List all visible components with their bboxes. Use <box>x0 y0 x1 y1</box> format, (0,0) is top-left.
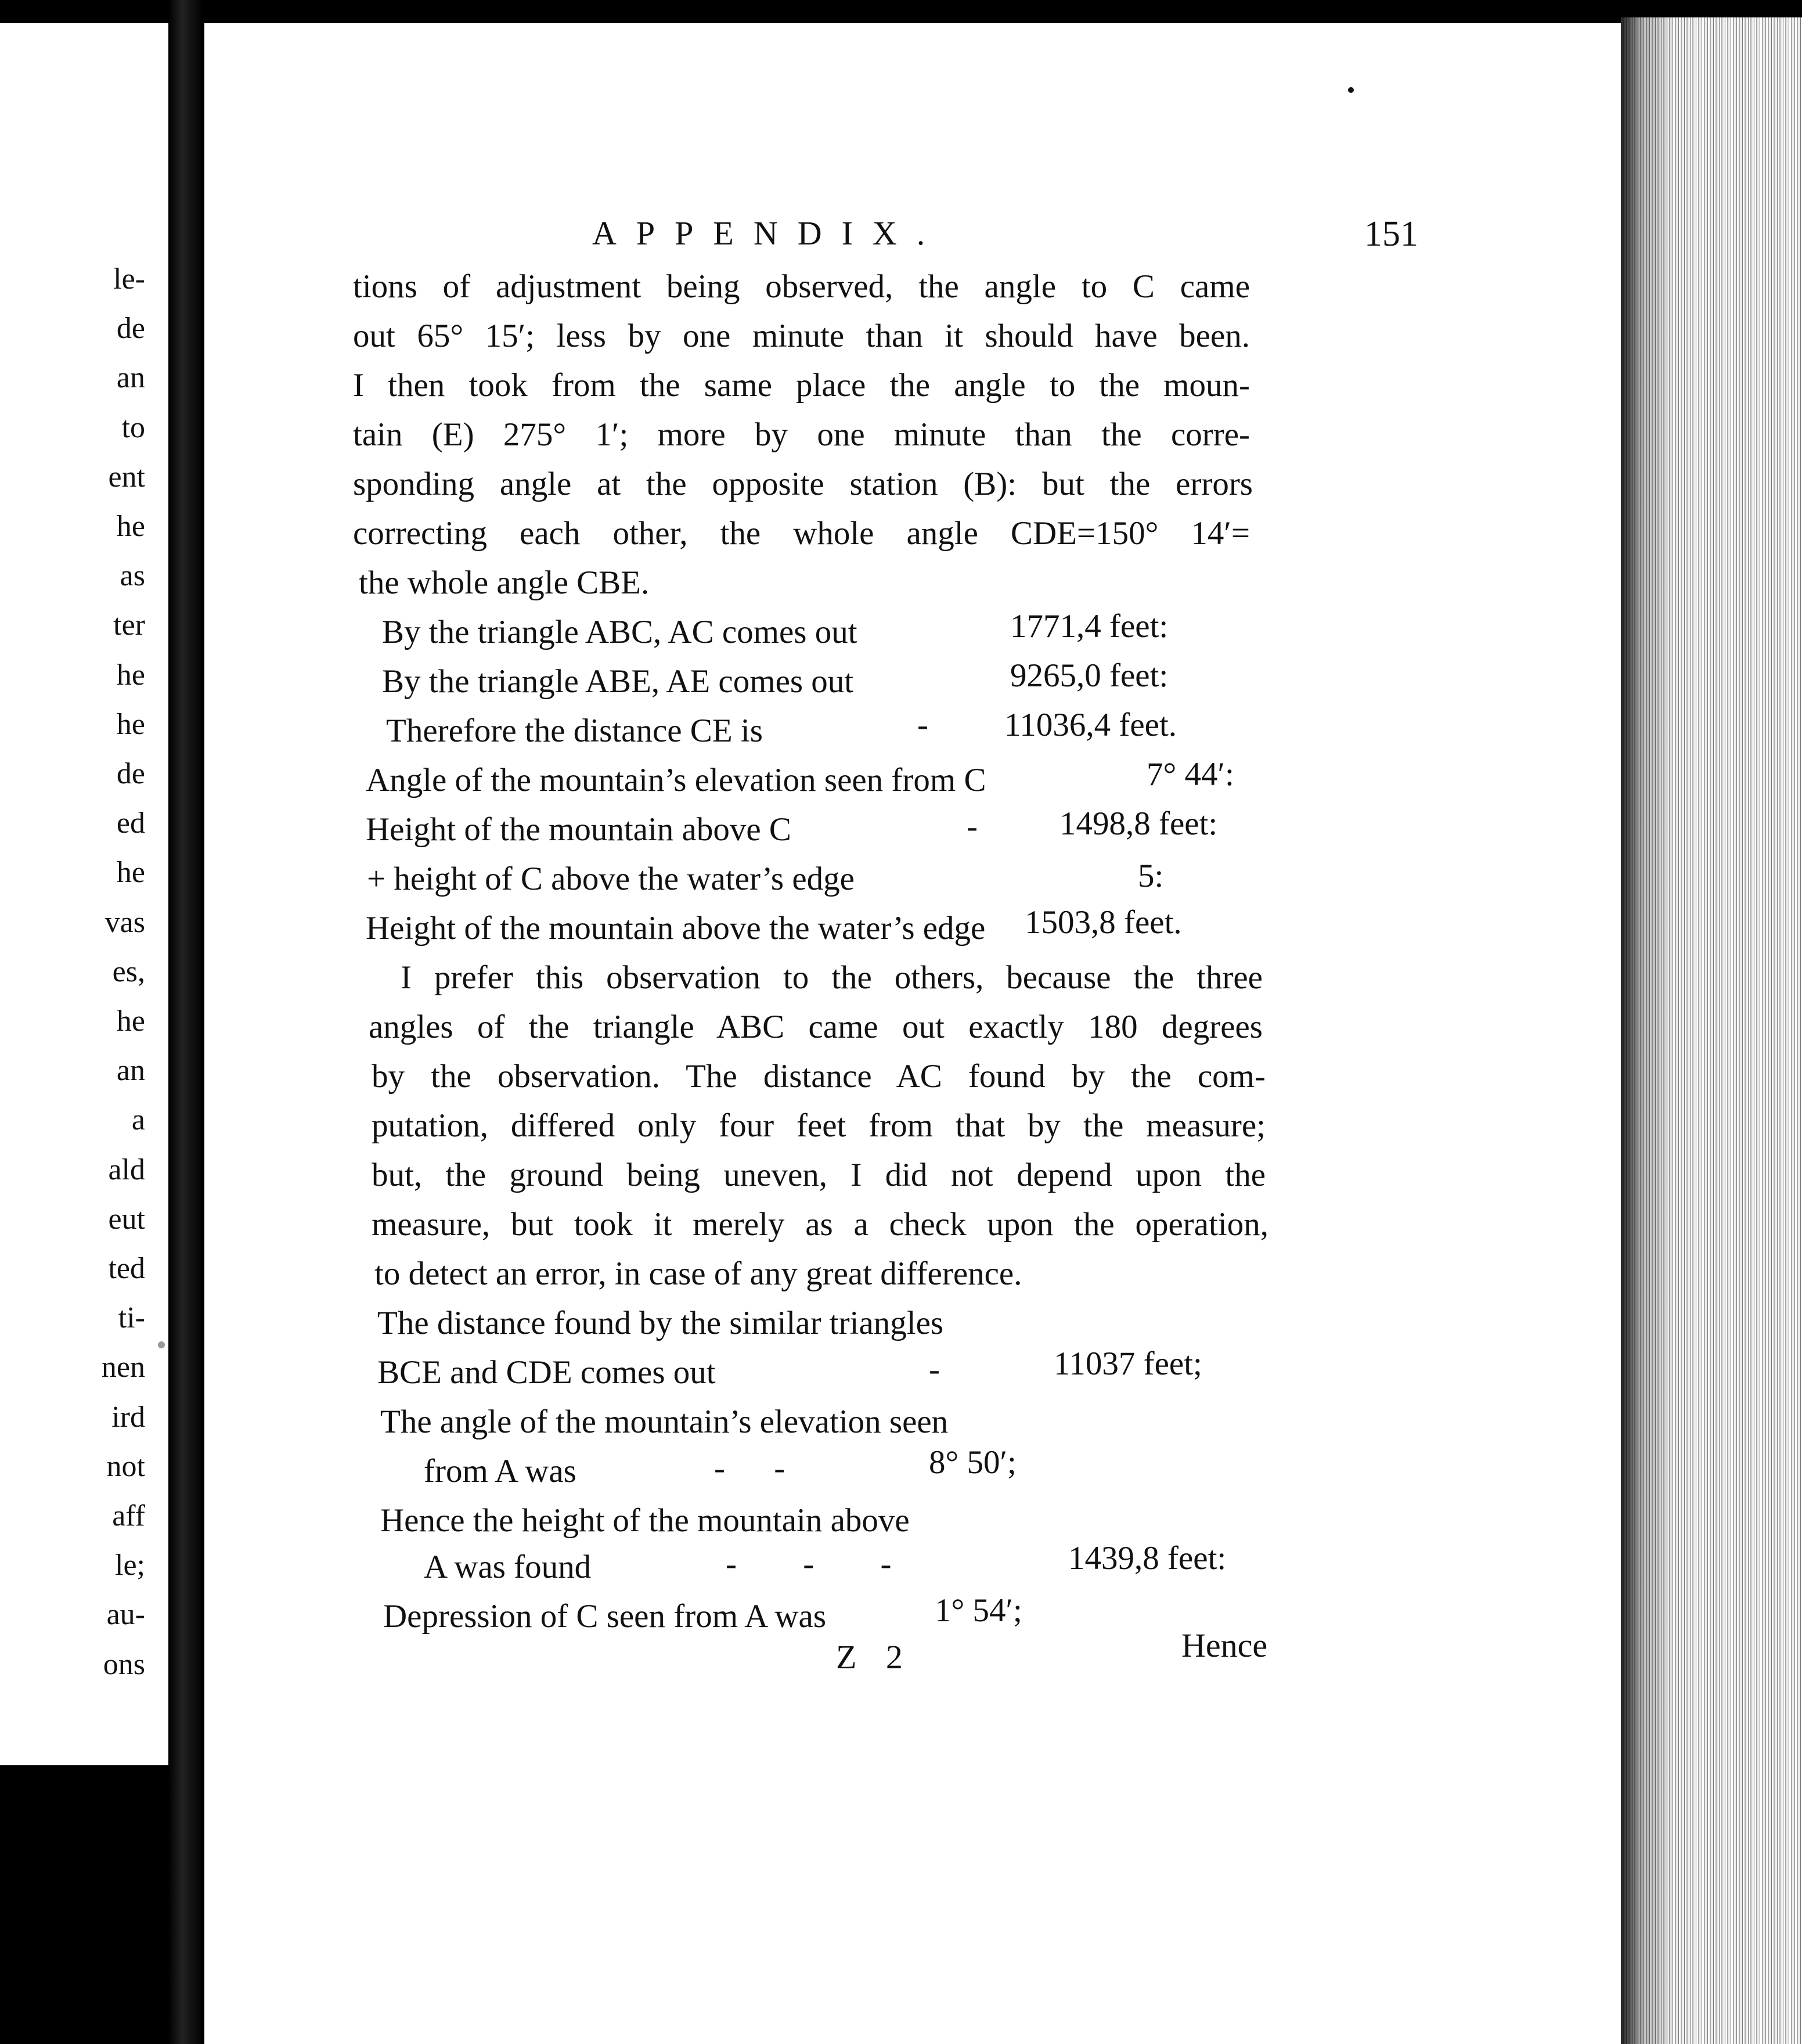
computation-value: 1503,8 feet. <box>1025 904 1182 941</box>
text-line: measure, but took it merely as a check upon the operation, <box>372 1206 1268 1243</box>
facing-page-line-fragment: aff <box>112 1499 145 1532</box>
text-line: angles of the triangle ABC came out exactly 180 degrees <box>369 1009 1263 1045</box>
facing-page-line-fragment: eut <box>108 1202 145 1236</box>
computation-label: By the triangle ABE, AE comes out <box>382 663 854 700</box>
page-number: 151 <box>1364 214 1418 254</box>
text-line: I prefer this observation to the others, because the three <box>401 959 1263 996</box>
facing-page-line-fragment: ti- <box>118 1301 145 1335</box>
text-line: the whole angle CBE. <box>359 564 650 601</box>
facing-page-line-fragment: ter <box>113 609 145 642</box>
computation-label: + height of C above the water’s edge <box>367 861 855 897</box>
facing-page-line-fragment: ird <box>111 1400 145 1434</box>
facing-page-line-fragment: nen <box>101 1351 145 1384</box>
facing-page-line-fragment: a <box>131 1103 145 1137</box>
text-line: sponding angle at the opposite station (B): but the errors <box>353 466 1253 502</box>
computation-dash: - <box>967 808 978 845</box>
facing-page-line-fragment: he <box>116 658 145 692</box>
facing-page-line-fragment: he <box>116 510 145 543</box>
computation-value: 9265,0 feet: <box>1010 657 1169 694</box>
computation-label: Height of the mountain above C <box>366 811 791 848</box>
computation-value: 1439,8 feet: <box>1068 1540 1227 1577</box>
computation-dash: - - <box>714 1450 785 1487</box>
facing-page-line-fragment: an <box>116 361 145 395</box>
facing-page-line-fragment: ald <box>108 1153 145 1186</box>
running-head: APPENDIX. <box>592 214 945 252</box>
facing-page-line-fragment: ted <box>108 1252 145 1285</box>
computation-label: Angle of the mountain’s elevation seen from C <box>366 762 986 798</box>
computation-label: Height of the mountain above the water’s edge <box>366 910 986 947</box>
facing-page-line-fragment: vas <box>104 905 145 939</box>
page-edges <box>1621 17 1802 2044</box>
facing-page-line-fragment: ed <box>116 807 145 840</box>
speck <box>1348 87 1354 93</box>
text-line: out 65° 15′; less by one minute than it should have been. <box>353 318 1250 354</box>
facing-page-line-fragment: au- <box>106 1598 145 1632</box>
computation-label: Depression of C seen from A was <box>383 1598 827 1635</box>
facing-page-line-fragment: to <box>121 411 145 444</box>
catchword: Hence <box>1181 1626 1268 1664</box>
computation-label: Hence the height of the mountain above <box>380 1502 910 1539</box>
computation-label: from A was <box>424 1453 576 1489</box>
facing-page-line-fragment: ons <box>103 1647 145 1681</box>
signature-mark: Z 2 <box>836 1638 913 1676</box>
computation-label: A was found <box>424 1549 592 1585</box>
speck <box>158 1341 165 1348</box>
computation-value: 7° 44′: <box>1147 756 1234 793</box>
facing-page-line-fragment: as <box>120 559 145 593</box>
computation-label: The distance found by the similar triangles <box>377 1305 944 1341</box>
computation-value: 1498,8 feet: <box>1059 805 1218 842</box>
computation-value: 11036,4 feet. <box>1004 707 1177 743</box>
computation-dash: - <box>917 707 928 743</box>
text-line: I then took from the same place the angle to the moun- <box>353 367 1250 404</box>
computation-dash: - <box>929 1351 940 1388</box>
computation-dash: - - - <box>726 1546 892 1582</box>
facing-page-line-fragment: de <box>116 757 145 790</box>
facing-page-line-fragment: he <box>116 1005 145 1038</box>
facing-page-line-fragment: le- <box>113 262 145 296</box>
text-line: by the observation. The distance AC found by the com- <box>372 1058 1266 1095</box>
book-gutter <box>168 0 203 2044</box>
facing-page-line-fragment: an <box>116 1054 145 1088</box>
facing-page-line-fragment: es, <box>112 955 145 988</box>
text-line: tain (E) 275° 1′; more by one minute than the corre- <box>353 416 1250 453</box>
facing-page-line-fragment: le; <box>115 1549 145 1582</box>
computation-value: 1771,4 feet: <box>1010 608 1169 645</box>
computation-label: BCE and CDE comes out <box>377 1354 716 1391</box>
text-line: putation, differed only four feet from that by the measure; <box>372 1107 1266 1144</box>
computation-value: 11037 feet; <box>1054 1345 1202 1382</box>
text-line: tions of adjustment being observed, the angle to C came <box>353 268 1250 305</box>
facing-page-line-fragment: he <box>116 856 145 890</box>
facing-page-line-fragment: de <box>116 312 145 346</box>
text-line: but, the ground being uneven, I did not depend upon the <box>372 1157 1266 1193</box>
facing-page-line-fragment: not <box>106 1449 145 1483</box>
computation-label: Therefore the distance CE is <box>386 712 763 749</box>
text-line: correcting each other, the whole angle CDE=150° 14′= <box>353 515 1250 552</box>
text-line: to detect an error, in case of any great difference. <box>374 1255 1022 1292</box>
computation-value: 5: <box>1138 858 1164 894</box>
computation-label: The angle of the mountain’s elevation seen <box>380 1404 949 1440</box>
facing-page-line-fragment: he <box>116 707 145 741</box>
facing-page-line-fragment: ent <box>108 460 145 494</box>
computation-value: 1° 54′; <box>935 1592 1022 1629</box>
computation-value: 8° 50′; <box>929 1444 1017 1481</box>
computation-label: By the triangle ABC, AC comes out <box>382 614 857 650</box>
facing-page-fragment <box>0 23 168 1765</box>
